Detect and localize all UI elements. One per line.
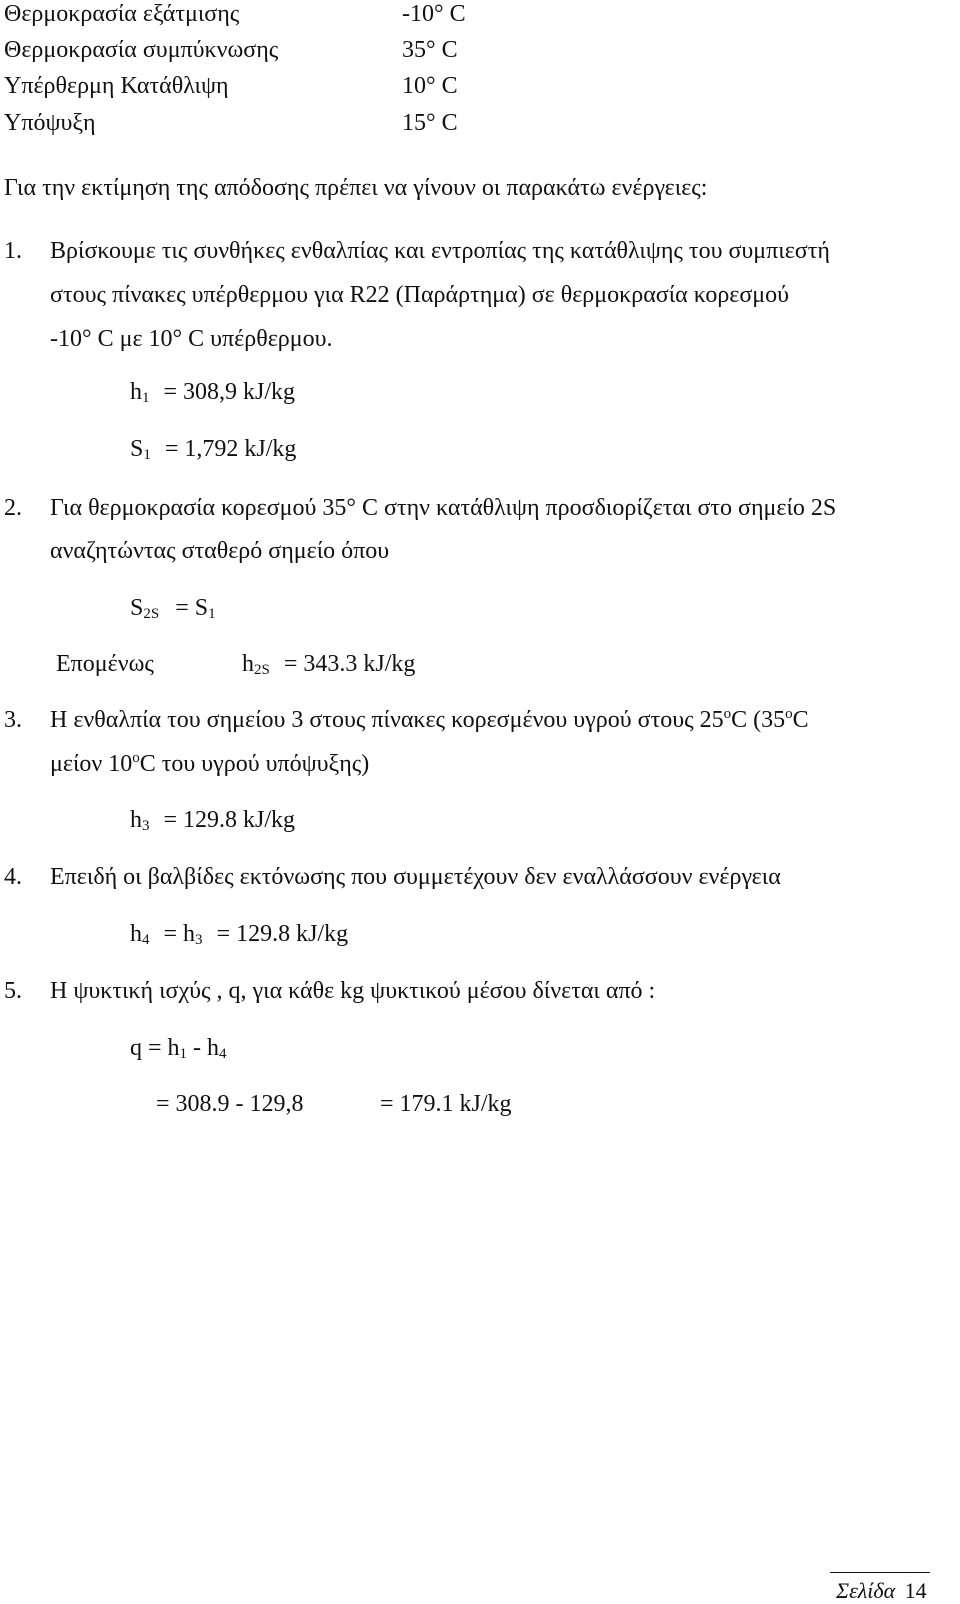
step-text: Η ψυκτική ισχύς , q, για κάθε kg ψυκτικού μέσου δίνεται από : — [50, 978, 656, 1004]
step-number: 3. — [4, 707, 22, 733]
equation-mid: = S — [175, 595, 209, 621]
subscript: 1 — [179, 1046, 188, 1062]
degree-sign: o — [132, 750, 140, 766]
equation-s1 — [130, 435, 296, 463]
equation-rhs: = 343.3 kJ/kg — [283, 651, 416, 677]
equation-rhs: = 129.8 kJ/kg — [163, 807, 296, 833]
symbol: S — [130, 595, 144, 621]
step-text: Για θερμοκρασία κορεσμού 35° C στην κατάθλιψη προσδιορίζεται στο σημείο 2S — [50, 495, 837, 521]
therefore-label: Επομένως — [56, 651, 154, 677]
subscript: 4 — [219, 1046, 227, 1062]
degree-sign: o — [723, 706, 732, 722]
subscript: 1 — [208, 606, 216, 622]
condition-value: 15° C — [402, 110, 458, 136]
step-text: αναζητώντας σταθερό σημείο όπου — [50, 538, 390, 564]
subscript: 2S — [254, 662, 270, 678]
condition-value: -10° C — [402, 1, 466, 27]
condition-label: Υπόψυξη — [4, 110, 96, 136]
equation-rhs: = 1,792 kJ/kg — [164, 436, 297, 462]
equation-h1 — [130, 378, 295, 406]
equation-s2s — [130, 594, 216, 622]
step-text-part: C του υγρού υπόψυξης) — [139, 751, 370, 777]
equation-rhs: = 129.8 kJ/kg — [216, 921, 349, 947]
condition-label: Θερμοκρασία συμπύκνωσης — [4, 37, 279, 63]
page-footer — [836, 1578, 927, 1604]
condition-value: 10° C — [402, 73, 458, 99]
condition-label: Θερμοκρασία εξάτμισης — [4, 1, 240, 27]
equation-rhs: = 308,9 kJ/kg — [163, 379, 296, 405]
condition-label: Υπέρθερμη Κατάθλιψη — [4, 73, 229, 99]
calculation-result: = 179.1 kJ/kg — [380, 1091, 512, 1117]
step-text: Βρίσκουμε τις συνθήκες ενθαλπίας και εντροπίας της κατάθλιψης του συμπιεστή — [50, 238, 830, 264]
step-number: 5. — [4, 978, 22, 1004]
condition-value: 35° C — [402, 37, 458, 63]
step-number: 4. — [4, 864, 22, 890]
step-number: 2. — [4, 495, 22, 521]
intro-text: Για την εκτίμηση της απόδοσης πρέπει να γίνουν οι παρακάτω ενέργειες: — [4, 175, 708, 201]
calculation-step: = 308.9 - 129,8 — [156, 1091, 304, 1117]
step-text: Επειδή οι βαλβίδες εκτόνωσης που συμμετέχουν δεν εναλλάσσουν ενέργεια — [50, 864, 781, 890]
step-text-part: μείον 10 — [50, 751, 133, 777]
symbol: h — [130, 807, 142, 833]
equation-h3 — [130, 806, 295, 834]
step-text-part: Η ενθαλπία του σημείου 3 στους πίνακες κορεσμένου υγρού στους 25 — [50, 707, 724, 733]
page-number: 14 — [904, 1578, 927, 1603]
step-text — [50, 706, 809, 734]
step-text — [50, 750, 369, 778]
step-number: 1. — [4, 238, 22, 264]
subscript: 1 — [143, 447, 151, 463]
step-text-part: C — [792, 707, 809, 733]
page-label: Σελίδα — [836, 1578, 896, 1603]
equation-q — [130, 1034, 227, 1062]
symbol: h — [130, 379, 142, 405]
footer-rule — [830, 1572, 930, 1573]
step-text-part: C (35 — [731, 707, 786, 733]
equation-mid: = h — [163, 921, 196, 947]
step-text: -10° C με 10° C υπέρθερμου. — [50, 326, 333, 352]
symbol: S — [130, 436, 144, 462]
equation-h4 — [130, 920, 348, 948]
degree-sign: o — [785, 706, 793, 722]
step-text: στους πίνακες υπέρθερμου για R22 (Παράρτημα) σε θερμοκρασία κορεσμού — [50, 282, 790, 308]
equation-h2s — [242, 650, 415, 678]
subscript: 1 — [142, 390, 150, 406]
subscript: 3 — [195, 932, 203, 948]
subscript: 2S — [143, 606, 160, 622]
subscript: 4 — [142, 932, 150, 948]
symbol: h — [242, 651, 254, 677]
symbol: h — [130, 921, 142, 947]
equation-mid: - h — [187, 1035, 220, 1061]
subscript: 3 — [142, 818, 150, 834]
equation-lhs: q = h — [130, 1035, 180, 1061]
